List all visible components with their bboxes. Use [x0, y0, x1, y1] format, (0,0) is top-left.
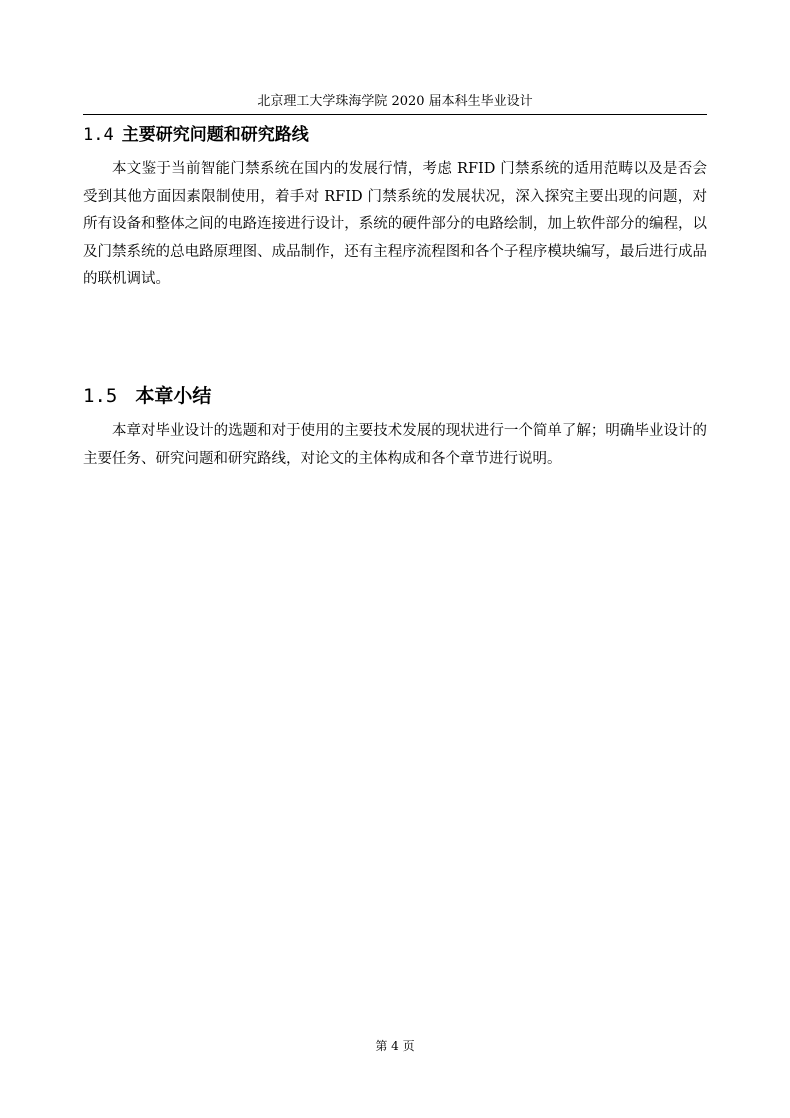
page-header: 北京理工大学珠海学院 2020 届本科生毕业设计 [257, 94, 533, 109]
section-heading-1-5 [83, 383, 707, 409]
section-title: 本章小结 [135, 385, 212, 407]
section-title: 主要研究问题和研究路线 [121, 125, 309, 145]
section-heading-1-4 [83, 124, 707, 146]
page-number: 第 4 页 [375, 1039, 415, 1053]
section-number: 1.5 [83, 385, 118, 407]
section-1-5-paragraph: 本章对毕业设计的选题和对于使用的主要技术发展的现状进行一个简单了解；明确毕业设计的主要任务、研究问题和研究路线，对论文的主体构成和各个章节进行说明。 [83, 423, 707, 467]
section-number: 1.4 [83, 125, 114, 145]
header-rule [83, 114, 707, 115]
section-1-4-paragraph: 本文鉴于当前智能门禁系统在国内的发展行情，考虑 RFID 门禁系统的适用范畴以及是否会受到其他方面因素限制使用，着手对 RFID 门禁系统的发展状况，深入探究主要出现的问题，对所有设备和整体之间的电路连接进行设计，系统的硬件部分的电路绘制，加上软件部分的编程，以及门禁系统的总电路原理图、成品制作，还有主程序流程图和各个子程序模块编写，最后进行成品的联机调试。 [83, 161, 707, 287]
